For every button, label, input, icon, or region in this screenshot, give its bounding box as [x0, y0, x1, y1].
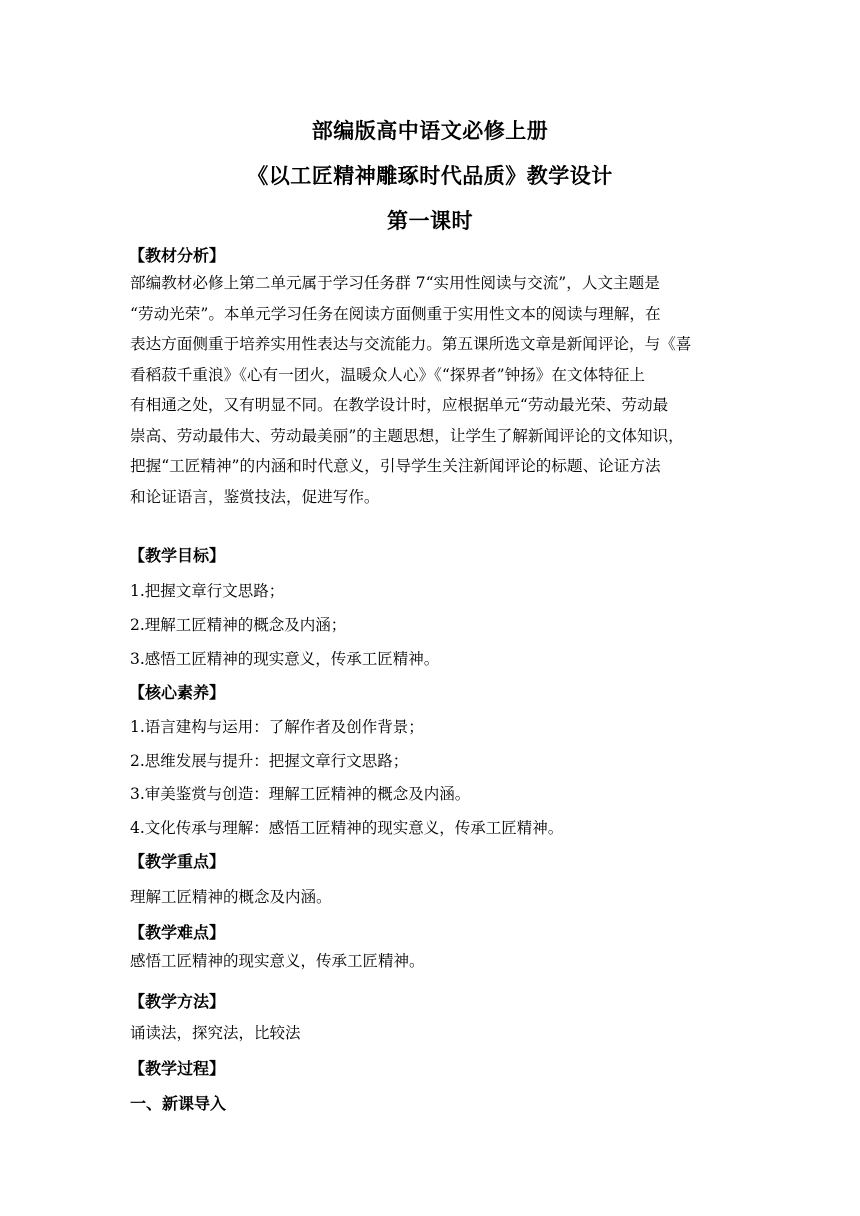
method-text: 诵读法，探究法，比较法	[130, 1024, 301, 1042]
analysis-line: 有相通之处，又有明显不同。在教学设计时，应根据单元“劳动最光荣、劳动最	[130, 396, 669, 414]
goal-item: 1.把握文章行文思路；	[130, 582, 285, 600]
literacy-item: 2.思维发展与提升：把握文章行文思路；	[130, 752, 409, 770]
analysis-line: 崇高、劳动最伟大、劳动最美丽”的主题思想，让学生了解新闻评论的文体知识，	[130, 426, 684, 445]
heading-process: 【教学过程】	[129, 1059, 226, 1078]
literacy-item: 1.语言建构与运用：了解作者及创作背景；	[130, 718, 424, 736]
heading-difficulty: 【教学难点】	[129, 923, 226, 942]
heading-literacy: 【核心素养】	[129, 683, 226, 702]
analysis-line: 看稻菽千重浪》《心有一团火，温暖众人心》《“探界者”钟扬》在文体特征上	[130, 365, 645, 384]
heading-method: 【教学方法】	[129, 992, 226, 1011]
literacy-item: 4.文化传承与理解：感悟工匠精神的现实意义，传承工匠精神。	[130, 819, 564, 837]
section-new-lesson-intro: 一、新课导入	[130, 1094, 227, 1113]
doc-title-lesson: 《以工匠精神雕琢时代品质》教学设计	[247, 164, 613, 188]
analysis-line: 部编教材必修上第二单元属于学习任务群 7“实用性阅读与交流”，人文主题是	[130, 274, 660, 292]
heading-keypoint: 【教学重点】	[129, 852, 226, 871]
analysis-line: “劳动光荣”。本单元学习任务在阅读方面侧重于实用性文本的阅读与理解，在	[130, 304, 661, 323]
keypoint-text: 理解工匠精神的概念及内涵。	[130, 888, 332, 906]
heading-goals: 【教学目标】	[129, 546, 226, 565]
analysis-line: 表达方面侧重于培养实用性表达与交流能力。第五课所选文章是新闻评论，与《喜	[130, 335, 692, 353]
goal-item: 3.感悟工匠精神的现实意义，传承工匠精神。	[130, 650, 440, 668]
literacy-item: 3.审美鉴赏与创造：理解工匠精神的概念及内涵。	[130, 785, 471, 803]
analysis-line: 和论证语言，鉴赏技法，促进写作。	[130, 487, 380, 506]
doc-title-period: 第一课时	[387, 209, 473, 233]
doc-title-textbook: 部编版高中语文必修上册	[311, 119, 549, 143]
heading-analysis: 【教材分析】	[129, 246, 226, 265]
analysis-line: 把握“工匠精神”的内涵和时代意义，引导学生关注新闻评论的标题、论证方法	[130, 457, 661, 475]
analysis-paragraph	[130, 268, 732, 512]
difficulty-text: 感悟工匠精神的现实意义，传承工匠精神。	[130, 952, 425, 970]
goal-item: 2.理解工匠精神的概念及内涵；	[130, 616, 347, 634]
